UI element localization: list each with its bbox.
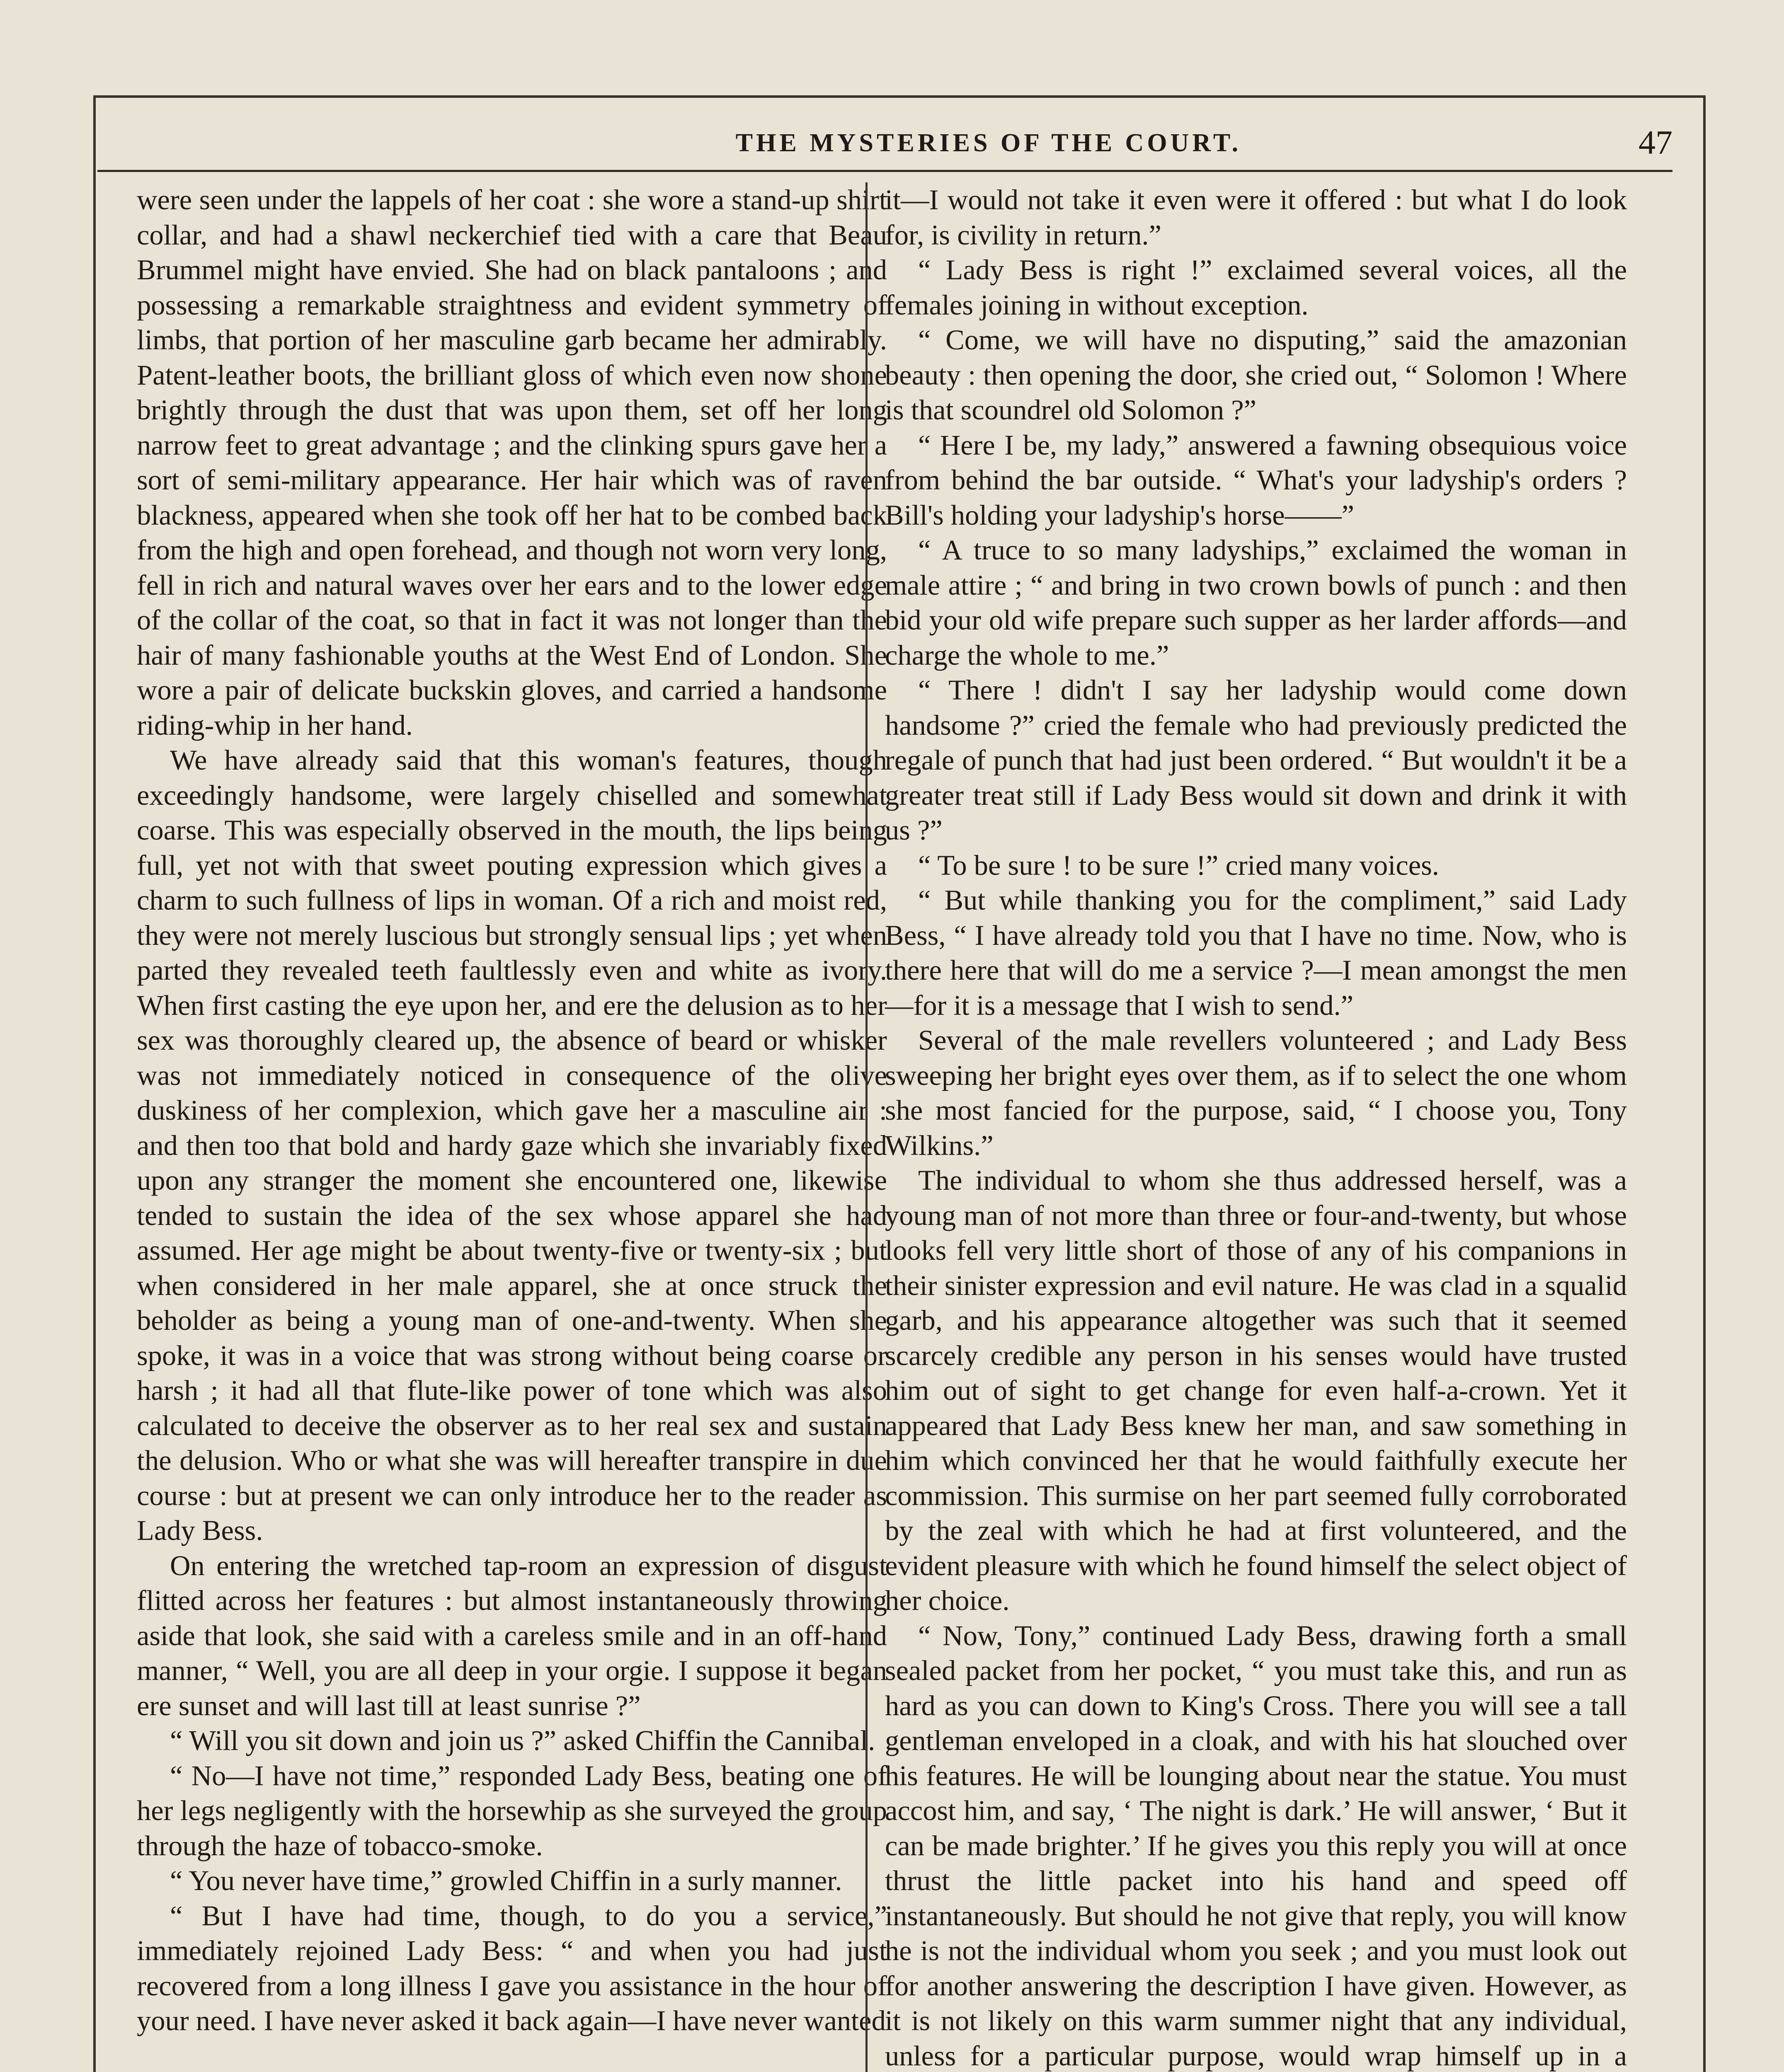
header-rule [97, 170, 1672, 172]
paragraph: On entering the wretched tap-room an expression of disgust flitted across her features : but almost instantaneously throwing aside that look, she said with a careless smile and in an off-hand manner, “ Well, you are all deep in your orgie. I suppose it began ere sunset and will last till at least sunrise ?” [137, 1549, 887, 1721]
paragraph: “ Lady Bess is right !” exclaimed several voices, all the females joining in without exception. [885, 254, 1627, 321]
paragraph: “ Here I be, my lady,” answered a fawning obsequious voice from behind the bar outside. “ What's your ladyship's orders ? Bill's holding your ladyship's horse——” [885, 429, 1627, 531]
paragraph: “ There ! didn't I say her ladyship would come down handsome ?” cried the female who had previously predicted the regale of punch that had just been ordered. “ But wouldn't it be a greater treat still if Lady Bess would sit down and drink it with us ?” [885, 674, 1627, 846]
paragraph: “ Now, Tony,” continued Lady Bess, drawing forth a small sealed packet from her pocket, “ you must take this, and run as hard as you can down to King's Cross. There you will see a tall gentleman enveloped in a cloak, and with his hat slouched over his features. He will be lounging about near the statue. You must accost him, and say, ‘ The night is dark.’ He will answer, ‘ But it can be made brighter.’ If he gives you this reply you will at once thrust the little packet into his hand and speed off instantaneously. But should he not give that reply, you will know he is not the individual whom you seek ; and you must look out for another answering the description I have given. However, as it is not likely on this warm summer night that any individual, unless for a particular purpose, would wrap himself up in a [885, 1619, 1627, 2072]
paragraph: “ But while thanking you for the compliment,” said Lady Bess, “ I have already told you that I have no time. Now, who is there here that will do me a service ?—I mean amongst the men —for it is a message that I wish to send.” [885, 884, 1627, 1021]
paragraph: “ A truce to so many ladyships,” exclaimed the woman in male attire ; “ and bring in two crown bowls of punch : and then bid your old wife prepare such supper as her larder affords—and charge the whole to me.” [885, 534, 1627, 671]
left-column [137, 182, 887, 2072]
running-title: THE MYSTERIES OF THE COURT. [735, 129, 1242, 157]
column-divider [865, 182, 868, 2072]
paragraph: it—I would not take it even were it offered : but what I do look for, is civility in return.” [885, 184, 1627, 251]
right-column [885, 182, 1627, 2072]
paragraph: were seen under the lappels of her coat : she wore a stand-up shirt collar, and had a shawl neckerchief tied with a care that Beau Brummel might have envied. She had on black pantaloons ; and possessing a remarkable straightness and evident symmetry of limbs, that portion of her masculine garb became her admirably. Patent-leather boots, the brilliant gloss of which even now shone brightly through the dust that was upon them, set off her long narrow feet to great advantage ; and the clinking spurs gave her a sort of semi-military appearance. Her hair which was of raven blackness, appeared when she took off her hat to be combed back from the high and open forehead, and though not worn very long, fell in rich and natural waves over her ears and to the lower edge of the collar of the coat, so that in fact it was not longer than the hair of many fashionable youths at the West End of London. She wore a pair of delicate buckskin gloves, and carried a handsome riding-whip in her hand. [137, 184, 887, 741]
paragraph: “ You never have time,” growled Chiffin in a surly manner. [170, 1865, 842, 1896]
page-header [97, 124, 1672, 170]
paragraph: “ No—I have not time,” responded Lady Bess, beating one of her legs negligently with the horsewhip as she surveyed the group through the haze of tobacco-smoke. [137, 1760, 887, 1861]
paragraph: “ But I have had time, though, to do you a service,” immediately rejoined Lady Bess: “ and when you had just recovered from a long illness I gave you assistance in the hour of your need. I have never asked it back again—I have never wanted [137, 1900, 887, 2036]
paragraph: We have already said that this woman's features, though exceedingly handsome, were largely chiselled and somewhat coarse. This was especially observed in the mouth, the lips being full, yet not with that sweet pouting expression which gives a charm to such fullness of lips in woman. Of a rich and moist red, they were not merely luscious but strongly sensual lips ; yet when parted they revealed teeth faultlessly even and white as ivory. When first casting the eye upon her, and ere the delusion as to her sex was thoroughly cleared up, the absence of beard or whisker was not immediately noticed in consequence of the olive duskiness of her complexion, which gave her a masculine air : and then too that bold and hardy gaze which she invariably fixed upon any stranger the moment she encountered one, likewise tended to sustain the idea of the sex whose apparel she had assumed. Her age might be about twenty-five or twenty-six ; but when considered in her male apparel, she at once struck the beholder as being a young man of one-and-twenty. When she spoke, it was in a voice that was strong without being coarse or harsh ; it had all that flute-like power of tone which was also calculated to deceive the observer as to her real sex and sustain the delusion. Who or what she was will hereafter transpire in due course : but at present we can only introduce her to the reader as Lady Bess. [137, 744, 887, 1546]
paragraph: “ To be sure ! to be sure !” cried many voices. [918, 849, 1439, 881]
page-number: 47 [1639, 123, 1672, 161]
paragraph: Several of the male revellers volunteered ; and Lady Bess sweeping her bright eyes over them, as if to select the one whom she most fancied for the purpose, said, “ I choose you, Tony Wilkins.” [885, 1024, 1627, 1161]
paragraph: “ Come, we will have no disputing,” said the amazonian beauty : then opening the door, she cried out, “ Solomon ! Where is that scoundrel old Solomon ?” [885, 324, 1627, 426]
paragraph: The individual to whom she thus addressed herself, was a young man of not more than three or four-and-twenty, but whose looks fell very little short of those of any of his companions in their sinister expression and evil nature. He was clad in a squalid garb, and his appearance altogether was such that it seemed scarcely credible any person in his senses would have trusted him out of sight to get change for even half-a-crown. Yet it appeared that Lady Bess knew her man, and saw something in him which convinced her that he would faithfully execute her commission. This surmise on her part seemed fully corroborated by the zeal with which he had at first volunteered, and the evident pleasure with which he found himself the select object of her choice. [885, 1164, 1627, 1616]
paragraph: “ Will you sit down and join us ?” asked Chiffin the Cannibal. [170, 1725, 875, 1756]
